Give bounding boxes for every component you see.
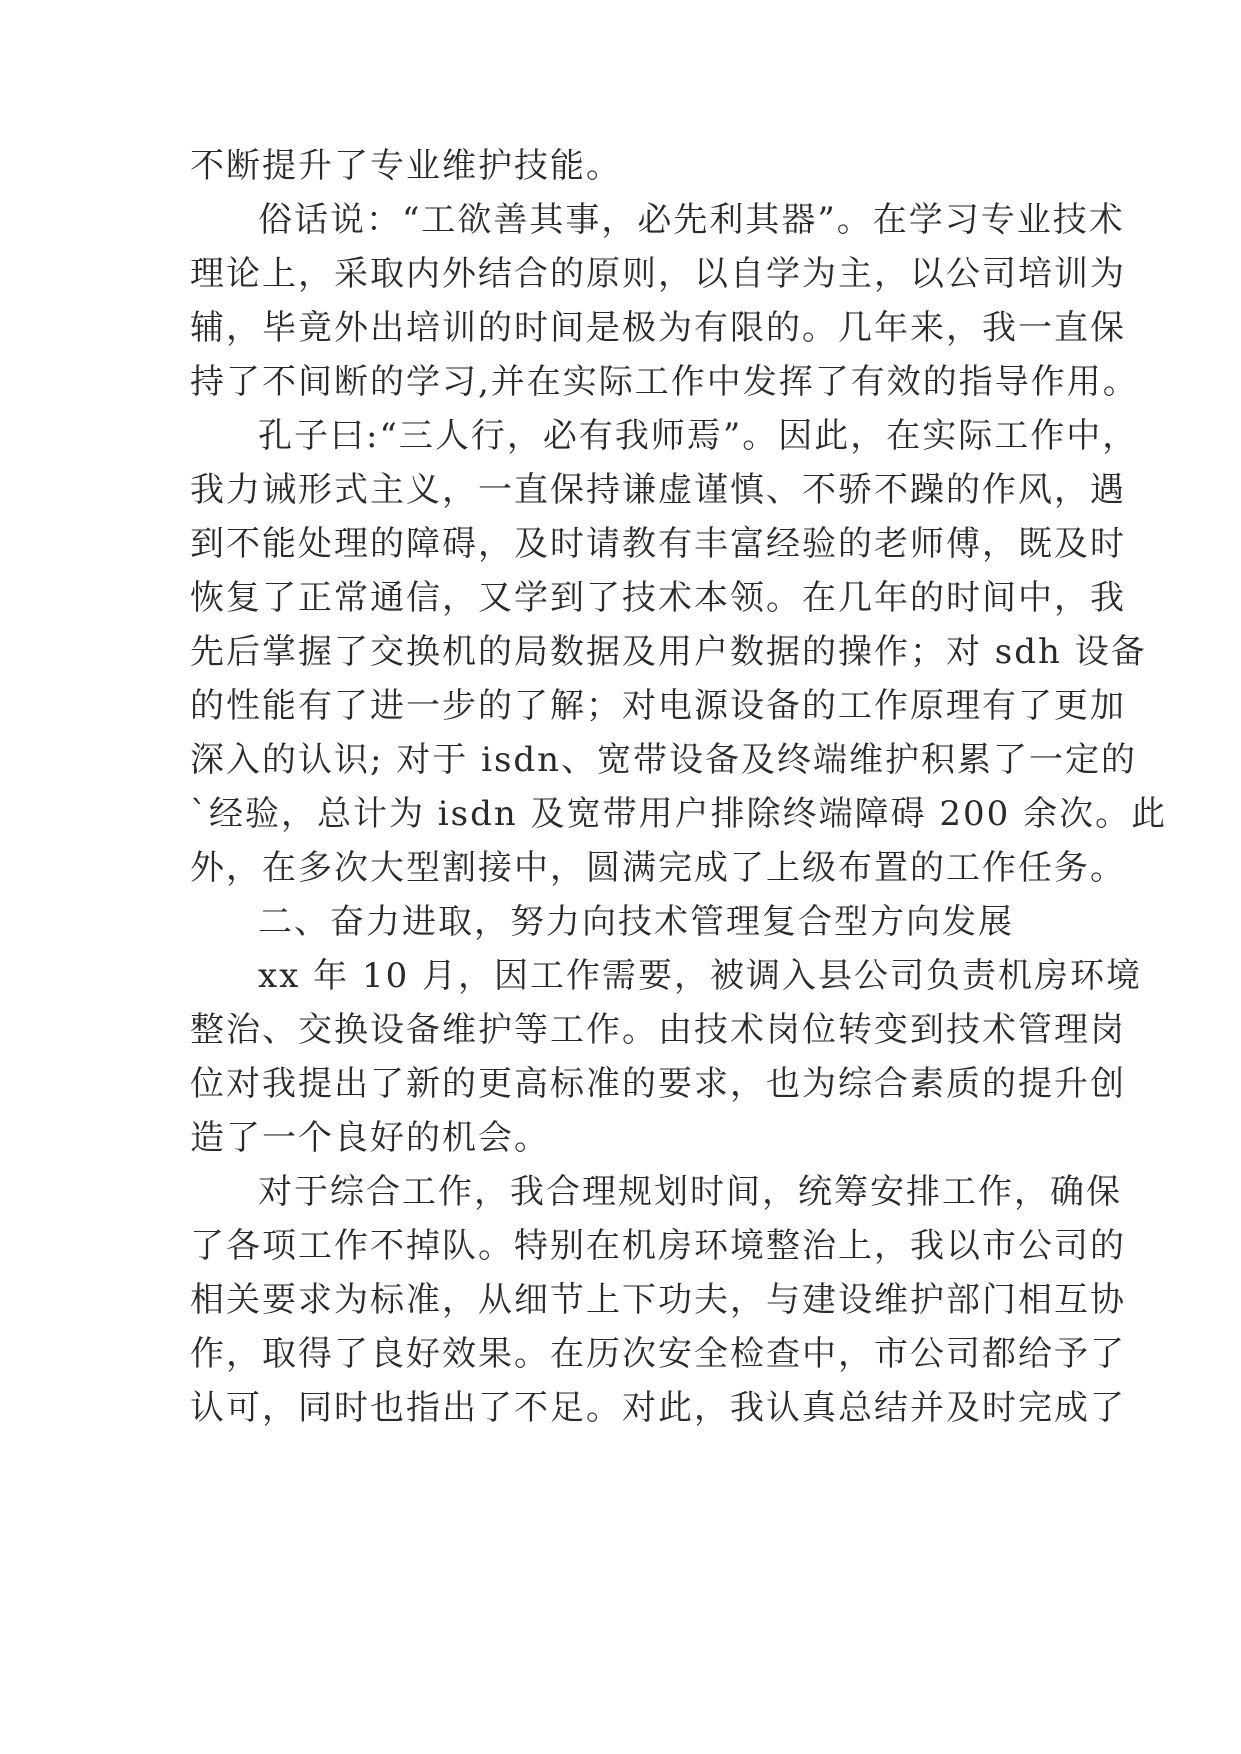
text-line: 相关要求为标准，从细节上下功夫，与建设维护部门相互协 bbox=[190, 1280, 1126, 1320]
paragraph-first-line: 俗话说：“工欲善其事，必先利其器”。在学习专业技术 bbox=[258, 200, 1125, 240]
text-line: 我力诫形式主义，一直保持谦虚谨慎、不骄不躁的作风，遇 bbox=[190, 470, 1126, 510]
text-line: 外，在多次大型割接中，圆满完成了上级布置的工作任务。 bbox=[190, 848, 1126, 888]
text-line: `经验，总计为 isdn 及宽带用户排除终端障碍 200 余次。此 bbox=[190, 794, 1168, 834]
text-line: 整治、交换设备维护等工作。由技术岗位转变到技术管理岗 bbox=[190, 1010, 1126, 1050]
text-line: 了各项工作不掉队。特别在机房环境整治上，我以市公司的 bbox=[190, 1226, 1126, 1266]
text-line: 先后掌握了交换机的局数据及用户数据的操作；对 sdh 设备 bbox=[190, 632, 1147, 672]
paragraph-first-line: 对于综合工作，我合理规划时间，统筹安排工作，确保 bbox=[258, 1172, 1122, 1212]
section-heading: 二、奋力进取，努力向技术管理复合型方向发展 bbox=[258, 902, 1014, 942]
text-line: 的性能有了进一步的了解；对电源设备的工作原理有了更加 bbox=[190, 686, 1126, 726]
text-line: 理论上，采取内外结合的原则，以自学为主，以公司培训为 bbox=[190, 254, 1126, 294]
text-line: 认可，同时也指出了不足。对此，我认真总结并及时完成了 bbox=[190, 1388, 1126, 1428]
text-line: 持了不间断的学习,并在实际工作中发挥了有效的指导作用。 bbox=[190, 362, 1139, 402]
text-line: 辅，毕竟外出培训的时间是极为有限的。几年来，我一直保 bbox=[190, 308, 1126, 348]
text-line: 位对我提出了新的更高标准的要求，也为综合素质的提升创 bbox=[190, 1064, 1126, 1104]
text-line: 造了一个良好的机会。 bbox=[190, 1118, 550, 1158]
text-line: 作，取得了良好效果。在历次安全检查中，市公司都给予了 bbox=[190, 1334, 1126, 1374]
paragraph-first-line: 孔子曰:“三人行，必有我师焉”。因此，在实际工作中， bbox=[258, 416, 1139, 456]
text-line: 恢复了正常通信，又学到了技术本领。在几年的时间中，我 bbox=[190, 578, 1126, 618]
text-line: 深入的认识; 对于 isdn、宽带设备及终端维护积累了一定的 bbox=[190, 740, 1138, 780]
text-line: 不断提升了专业维护技能。 bbox=[190, 146, 622, 186]
paragraph-first-line: xx 年 10 月，因工作需要，被调入县公司负责机房环境 bbox=[258, 956, 1143, 996]
text-line: 到不能处理的障碍，及时请教有丰富经验的老师傅，既及时 bbox=[190, 524, 1126, 564]
